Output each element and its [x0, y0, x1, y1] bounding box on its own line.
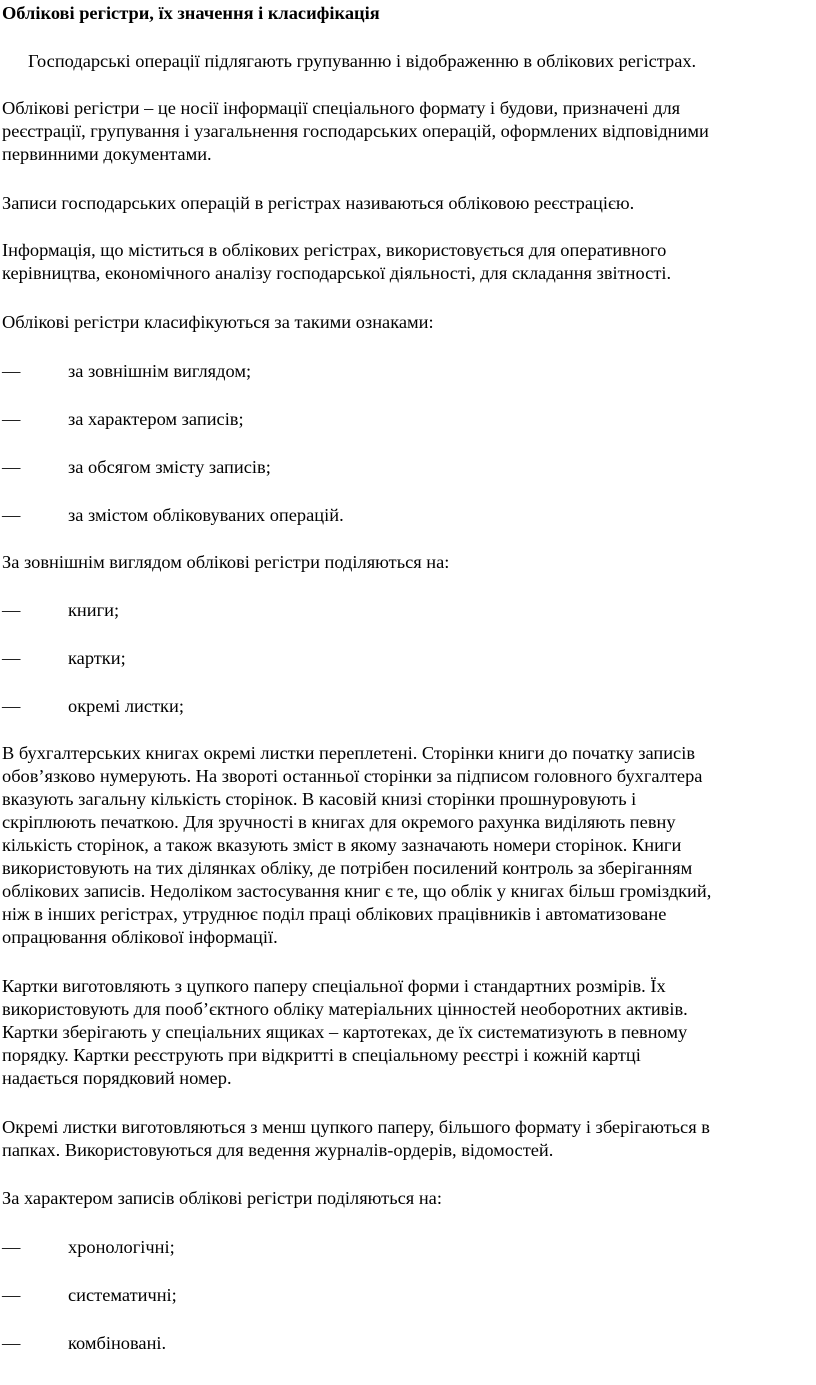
paragraph-line: В бухгалтерських книгах окремі листки переплетені. Сторінки книги до початку записів	[2, 743, 696, 763]
paragraph-line: скріплюють печаткою. Для зручності в книгах для окремого рахунка виділяють певну	[2, 812, 676, 832]
list-item-text: комбіновані.	[68, 1333, 167, 1353]
records-heading: За характером записів облікові регістри поділяються на:	[2, 1188, 442, 1208]
list-item-text: за обсягом змісту записів;	[68, 457, 271, 477]
paragraph-line: використовують для пооб’єктного обліку матеріальних цінностей необоротних активів.	[2, 999, 688, 1019]
dash-bullet: —	[2, 457, 21, 477]
classification-heading: Облікові регістри класифікуються за такими ознаками:	[2, 312, 434, 332]
paragraph-line: керівництва, економічного аналізу господарської діяльності, для складання звітності.	[2, 263, 672, 283]
paragraph-line: ніж в інших регістрах, утруднює поділ праці облікових працівників і автоматизоване	[2, 904, 667, 924]
paragraph-line: вказують загальну кількість сторінок. В касовій книзі сторінки прошнуровують і	[2, 789, 637, 809]
list-item-text: книги;	[68, 600, 120, 620]
appearance-heading: За зовнішнім виглядом облікові регістри поділяються на:	[2, 552, 450, 572]
list-item-text: за змістом обліковуваних операцій.	[68, 505, 344, 525]
paragraph-line: папках. Використовуються для ведення журналів-ордерів, відомостей.	[2, 1140, 554, 1160]
paragraph-line: кількість сторінок, а також вказують зміст в якому зазначають номери сторінок. Книги	[2, 835, 682, 855]
paragraph-line: Картки зберігають у спеціальних ящиках – картотеках, де їх систематизують в певному	[2, 1022, 688, 1042]
dash-bullet: —	[2, 600, 21, 620]
dash-bullet: —	[2, 648, 21, 668]
paragraph-line: обов’язково нумерують. На звороті останньої сторінки за підписом головного бухгалтера	[2, 766, 703, 786]
dash-bullet: —	[2, 1285, 21, 1305]
paragraph-line: використовують на тих ділянках обліку, де потрібен посилений контроль за зберіганням	[2, 858, 693, 878]
list-item-text: систематичні;	[68, 1285, 177, 1305]
dash-bullet: —	[2, 505, 21, 525]
paragraph-line: Картки виготовляють з цупкого паперу спеціальної форми і стандартних розмірів. Їх	[2, 976, 666, 996]
document-title: Облікові регістри, їх значення і класифікація	[2, 3, 380, 23]
registration-paragraph: Записи господарських операцій в регістрах називаються обліковою реєстрацією.	[2, 193, 635, 213]
list-item-text: за зовнішнім виглядом;	[68, 361, 252, 381]
paragraph-line: порядку. Картки реєструють при відкритті в спеціальному реєстрі і кожній картці	[2, 1045, 641, 1065]
dash-bullet: —	[2, 409, 21, 429]
paragraph-line: надається порядковий номер.	[2, 1068, 232, 1088]
list-item-text: окремі листки;	[68, 696, 184, 716]
dash-bullet: —	[2, 1237, 21, 1257]
list-item-text: за характером записів;	[68, 409, 244, 429]
dash-bullet: —	[2, 696, 21, 716]
paragraph-line: реєстрації, групування і узагальнення господарських операцій, оформлених відповідними	[2, 121, 709, 141]
paragraph-line: Окремі листки виготовляються з менш цупкого паперу, більшого формату і зберігаються в	[2, 1117, 710, 1137]
paragraph-line: Облікові регістри – це носії інформації спеціального формату і будови, призначені для	[2, 98, 681, 118]
dash-bullet: —	[2, 1333, 21, 1353]
list-item-text: картки;	[68, 648, 126, 668]
paragraph-line: Інформація, що міститься в облікових регістрах, використовується для оперативного	[2, 240, 667, 260]
paragraph-line: опрацювання облікової інформації.	[2, 927, 278, 947]
list-item-text: хронологічні;	[68, 1237, 175, 1257]
paragraph-line: первинними документами.	[2, 144, 212, 164]
dash-bullet: —	[2, 361, 21, 381]
intro-paragraph: Господарські операції підлягають групуванню і відображенню в облікових регістрах.	[28, 51, 697, 71]
paragraph-line: облікових записів. Недоліком застосування книг є те, що облік у книгах більш громіздкий,	[2, 881, 712, 901]
